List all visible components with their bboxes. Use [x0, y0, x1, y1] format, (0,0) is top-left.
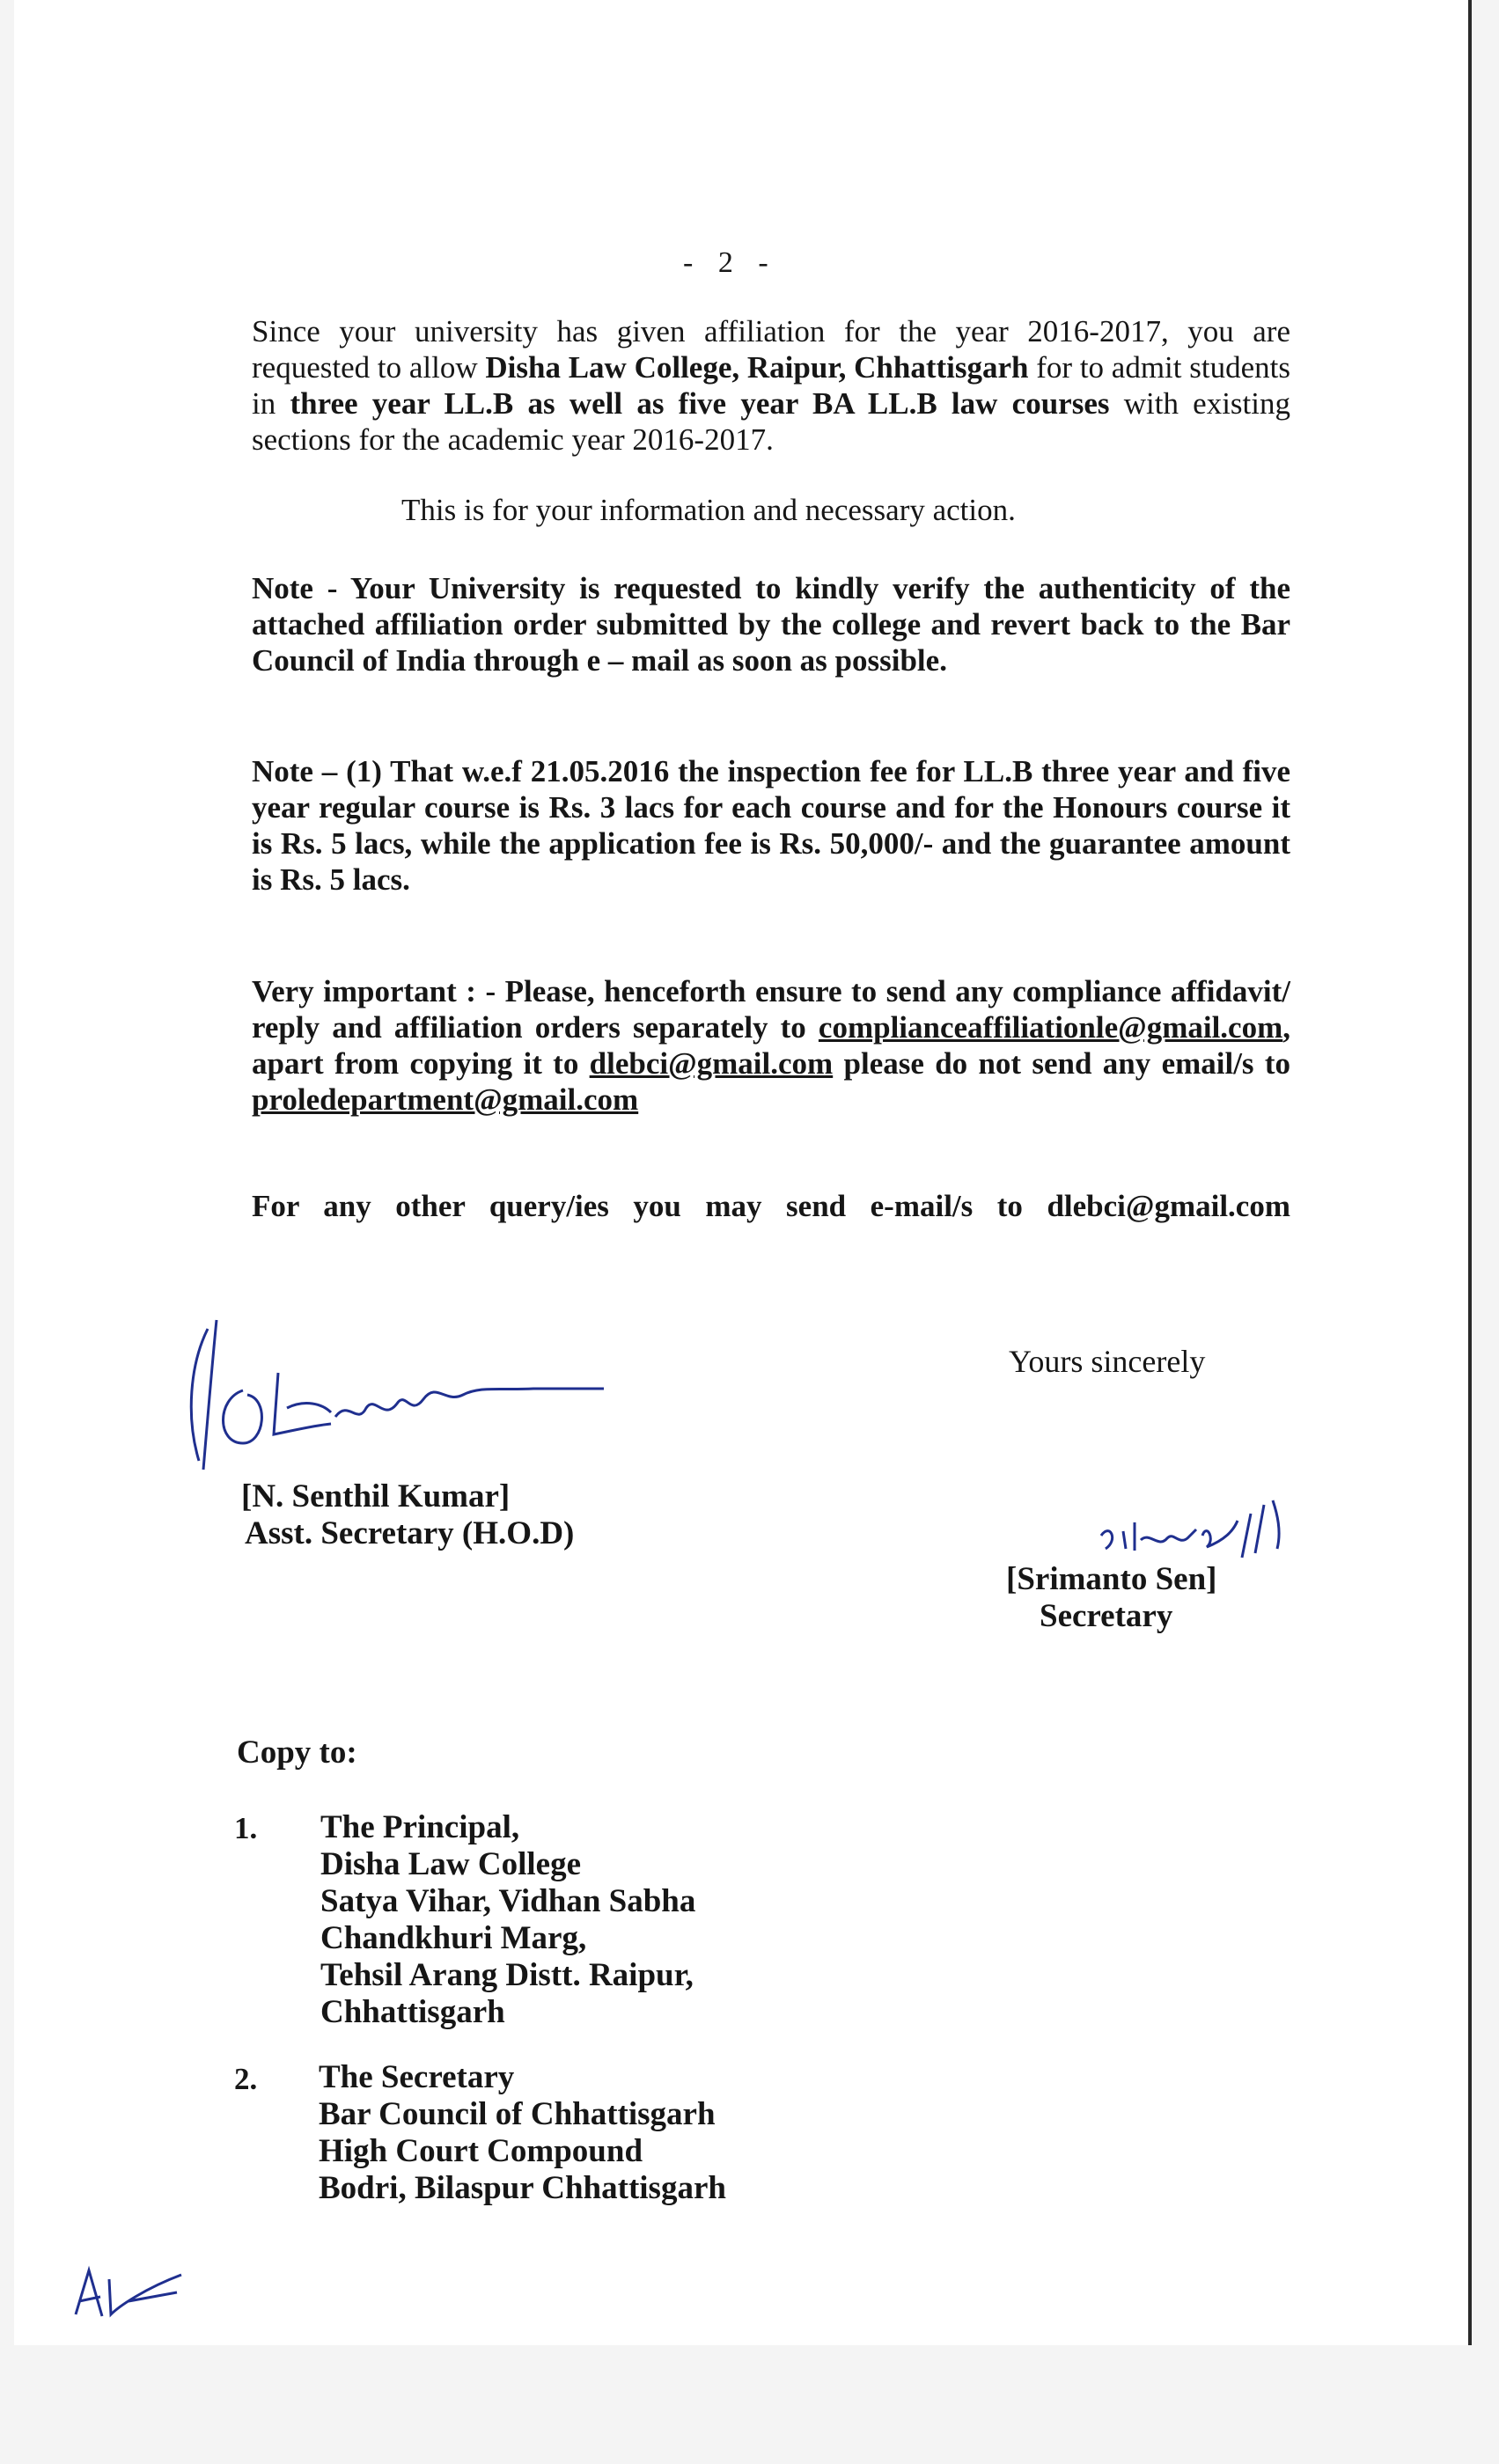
page-number: - 2 - [683, 246, 777, 279]
address-line: High Court Compound [319, 2133, 643, 2169]
address-line: The Principal, [320, 1809, 520, 1845]
closing-salutation: Yours sincerely [1009, 1344, 1206, 1379]
senthil-kumar-signature [181, 1311, 621, 1487]
para1-courses: three year LL.B as well as five year BA LL.B law courses [290, 386, 1110, 421]
address-line: Bar Council of Chhattisgarh [319, 2096, 716, 2132]
signatory1-name: [N. Senthil Kumar] [241, 1478, 511, 1514]
para1-text-3: with existing sections for the academic year 2016-2017. [252, 386, 1291, 457]
address-line: Satya Vihar, Vidhan Sabha [320, 1883, 696, 1919]
information-line: This is for your information and necessary action. [401, 493, 1016, 527]
copy-to-heading: Copy to: [237, 1734, 357, 1771]
para1-college-name: Disha Law College, Raipur, Chhattisgarh [485, 350, 1029, 385]
copy-item-2-address [319, 2059, 726, 2207]
important-notice [252, 973, 1290, 1118]
signatory1-title: Asst. Secretary (H.O.D) [245, 1515, 575, 1551]
address-line: The Secretary [319, 2059, 515, 2095]
para1-text-1: Since your university has given affiliation for the year 2016-2017, you are requested to allow [252, 314, 1290, 385]
address-line: Tehsil Arang Distt. Raipur, [320, 1957, 694, 1993]
signatory2-title: Secretary [1040, 1598, 1173, 1634]
dle-email-link[interactable]: dlebci@gmail.com [589, 1046, 834, 1081]
address-line: Chandkhuri Marg, [320, 1920, 587, 1956]
initials-mark [67, 2262, 190, 2332]
compliance-email-link[interactable]: complianceaffiliationle@gmail.com [818, 1010, 1283, 1045]
document-page [14, 0, 1472, 2345]
scan-margin [0, 2345, 1499, 2464]
important-text-2: , apart from copying it to [252, 1010, 1290, 1081]
prole-email-link[interactable]: proledepartment@gmail.com [252, 1082, 639, 1117]
important-text-3: please do not send any email/s to [833, 1046, 1291, 1081]
copy-item-1-number: 1. [234, 1811, 258, 1845]
para1-text-2: for to admit students in [252, 350, 1290, 421]
verification-note: Note - Your University is requested to kindly verify the authenticity of the attached affiliation order submitted by the college and revert back to the Bar Council of India through e – mail as soon as possible. [252, 571, 1290, 678]
address-line: Bodri, Bilaspur Chhattisgarh [319, 2170, 726, 2206]
address-line: Disha Law College [320, 1846, 581, 1882]
copy-item-2-number: 2. [234, 2062, 258, 2096]
query-paragraph: For any other query/ies you may send e-mail/s to dlebci@gmail.com [252, 1189, 1290, 1223]
fee-note: Note – (1) That w.e.f 21.05.2016 the inspection fee for LL.B three year and five year regular course is Rs. 3 lacs for each course and for the Honours course it is Rs. 5 lacs, while the application fee is Rs. 50,000/- and the guarantee amount is Rs. 5 lacs. [252, 754, 1290, 897]
address-line: Chhattisgarh [320, 1994, 505, 2030]
copy-item-1-address [320, 1809, 695, 2031]
important-text-1: Very important : - Please, henceforth ensure to send any compliance affidavit/ reply and affiliation orders separately to [252, 974, 1290, 1045]
affiliation-paragraph [252, 313, 1290, 458]
signatory2-name: [Srimanto Sen] [1006, 1561, 1217, 1597]
srimanto-sen-signature [1092, 1487, 1304, 1566]
